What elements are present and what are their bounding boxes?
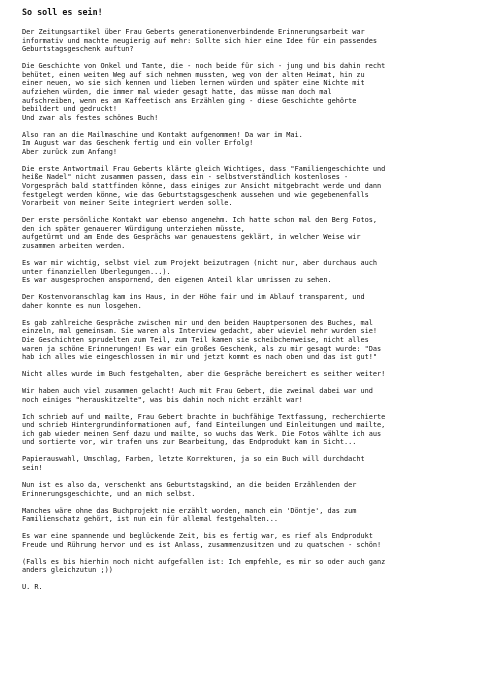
paragraph <box>22 532 471 549</box>
text-line: Vorarbeit von meiner Seite integriert werden solle. <box>22 199 233 208</box>
text-line: und sortierte vor, wir trafen uns zur Bearbeitung, das Endprodukt kam in Sicht... <box>22 438 357 447</box>
text-line: Die Geschichte von Onkel und Tante, die - noch beide für sich - jung und bis dahin recht <box>22 62 386 71</box>
text-line: Der Zeitungsartikel über Frau Geberts generationenverbindende Erinnerungsarbeit war <box>22 28 365 36</box>
paragraph <box>22 481 471 498</box>
text-line: U. R. <box>22 583 43 592</box>
text-line: aufschreiben, wenn es am Kaffeetisch ans Erzählen ging - diese Geschichte gehörte <box>22 96 357 105</box>
text-line: zusammen arbeiten werden. <box>22 242 126 251</box>
paragraph <box>22 293 471 310</box>
text-line: Also ran an die Mailmaschine und Kontakt aufgenommen! Da war im Mai. <box>22 130 303 139</box>
text-line: Es war eine spannende und beglückende Zeit, bis es fertig war, es rief als Endprodukt <box>22 532 373 541</box>
text-line: Der Kostenvoranschlag kam ins Haus, in der Höhe fair und im Ablauf transparent, und <box>22 293 365 302</box>
paragraph <box>22 131 471 157</box>
text-line: Papierauswahl, Umschlag, Farben, letzte Korrekturen, ja so ein Buch will durchdacht <box>22 455 365 464</box>
text-line: Es war mir wichtig, selbst viel zum Projekt beizutragen (nicht nur, aber durchaus auch <box>22 259 378 268</box>
text-line: Ich schrieb auf und mailte, Frau Gebert brachte in buchfähige Textfassung, recherchierte <box>22 412 386 421</box>
text-line: Die erste Antwortmail Frau Geberts klärte gleich Wichtiges, dass "Familiengeschichte und <box>22 164 386 173</box>
text-line: heiße Nadel" nicht zusammen passen, dass ein - selbstverständlich kostenloses - <box>22 173 349 182</box>
text-line: behütet, einen weiten Weg auf sich nehmen mussten, weg von der alten Heimat, hin zu <box>22 70 365 79</box>
paragraph <box>22 370 471 379</box>
text-line: Die Geschichten sprudelten zum Teil, zum Teil kamen sie scheibchenweise, nicht alles <box>22 335 369 344</box>
text-line: Nun ist es also da, verschenkt ans Geburtstagskind, an die beiden Erzählenden der <box>22 481 357 490</box>
text-line: Im August war das Geschenk fertig und ein voller Erfolg! <box>22 139 254 148</box>
text-line: waren ja schöne Erinnerungen! Es war ein großes Geschenk, als zu mir gesagt wurde: "Das <box>22 344 382 353</box>
text-line: hab ich alles wie eingeschlossen in mir und jetzt kommt es nach oben und das ist gut!" <box>22 353 378 362</box>
text-line: unter finanziellen Überlegungen...). <box>22 267 171 276</box>
text-line: Wir haben auch viel zusammen gelacht! Auch mit Frau Gebert, die zweimal dabei war und <box>22 387 373 396</box>
text-line: informativ und machte neugierig auf mehr: Sollte sich hier eine Idee für ein passendes <box>22 36 378 45</box>
text-line: und schrieb Hintergrundinformationen auf, fand Einteilungen und Einleitungen und mailte, <box>22 421 386 430</box>
text-line: Manches wäre ohne das Buchprojekt nie erzählt worden, manch ein 'Döntje', das zum <box>22 506 357 515</box>
paragraph <box>22 165 471 208</box>
text-line: daher konnte es nun losgehen. <box>22 301 142 310</box>
text-line: aufziehen würden, die immer mal wieder gesagt hatte, das müsse man doch mal <box>22 87 332 96</box>
text-line: Aber zurück zum Anfang! <box>22 147 117 156</box>
paragraph <box>22 216 471 250</box>
paragraph <box>22 558 471 575</box>
paragraph <box>22 259 471 285</box>
paragraph <box>22 507 471 524</box>
text-line: sein! <box>22 464 43 473</box>
text-line: Geburtstagsgeschenk auftun? <box>22 45 134 54</box>
text-line: aufgetürmt und am Ende des Gesprächs war genauestens geklärt, in welcher Weise wir <box>22 233 361 242</box>
text-line: Freude und Rührung hervor und es ist Anlass, zusammenzusitzen und zu quatschen - schön! <box>22 540 382 549</box>
text-line: Vorgespräch bald stattfinden könne, dass einiges zur Ansicht mitgebracht werde und dann <box>22 182 382 191</box>
text-line: einer neuen, wo sie sich kennen und lieben lernen würden und später eine Nichte mit <box>22 79 365 88</box>
text-line: Familienschatz gehört, ist nun ein für allemal festgehalten... <box>22 515 278 524</box>
text-line: Der erste persönliche Kontakt war ebenso angenehm. Ich hatte schon mal den Berg Fotos, <box>22 216 378 225</box>
paragraph <box>22 583 471 592</box>
text-line: festgelegt werden könne, wie das Geburtstagsgeschenk aussehen und wie gegebenenfalls <box>22 190 369 199</box>
paragraph <box>22 413 471 447</box>
paragraph <box>22 387 471 404</box>
paragraph <box>22 28 471 54</box>
text-line: Nicht alles wurde im Buch festgehalten, aber die Gespräche bereichert es seither weiter! <box>22 370 386 379</box>
text-line: noch einiges "herauskitzelte", was bis dahin noch nicht erzählt war! <box>22 395 303 404</box>
document-title: So soll es sein! <box>22 7 103 17</box>
text-line: den ich später genauerer Würdigung unterziehen müsste, <box>22 224 245 233</box>
text-line: anders gleichzutun ;)) <box>22 566 113 575</box>
text-line: ich gab wieder meinen Senf dazu und mailte, so wuchs das Werk. Die Fotos wählte ich aus <box>22 429 382 438</box>
paragraph <box>22 62 471 122</box>
text-line: einzeln, mal gemeinsam. Sie waren als Interview gedacht, aber wieviel mehr wurden sie! <box>22 327 378 336</box>
text-line: Und zwar als festes schönes Buch! <box>22 113 159 122</box>
text-line: Erinnerungsgeschichte, und an mich selbst. <box>22 489 196 498</box>
text-line: Es war ausgesprochen anspornend, den eigenen Anteil klar umrissen zu sehen. <box>22 276 332 285</box>
text-line: (Falls es bis hierhin noch nicht aufgefallen ist: Ich empfehle, es mir so oder auch ganz <box>22 557 386 566</box>
paragraph <box>22 455 471 472</box>
paragraph <box>22 319 471 362</box>
text-line: bebildert und gedruckt! <box>22 105 117 114</box>
document-body <box>22 28 471 592</box>
text-line: Es gab zahlreiche Gespräche zwischen mir und den beiden Hauptpersonen des Buches, mal <box>22 318 373 327</box>
